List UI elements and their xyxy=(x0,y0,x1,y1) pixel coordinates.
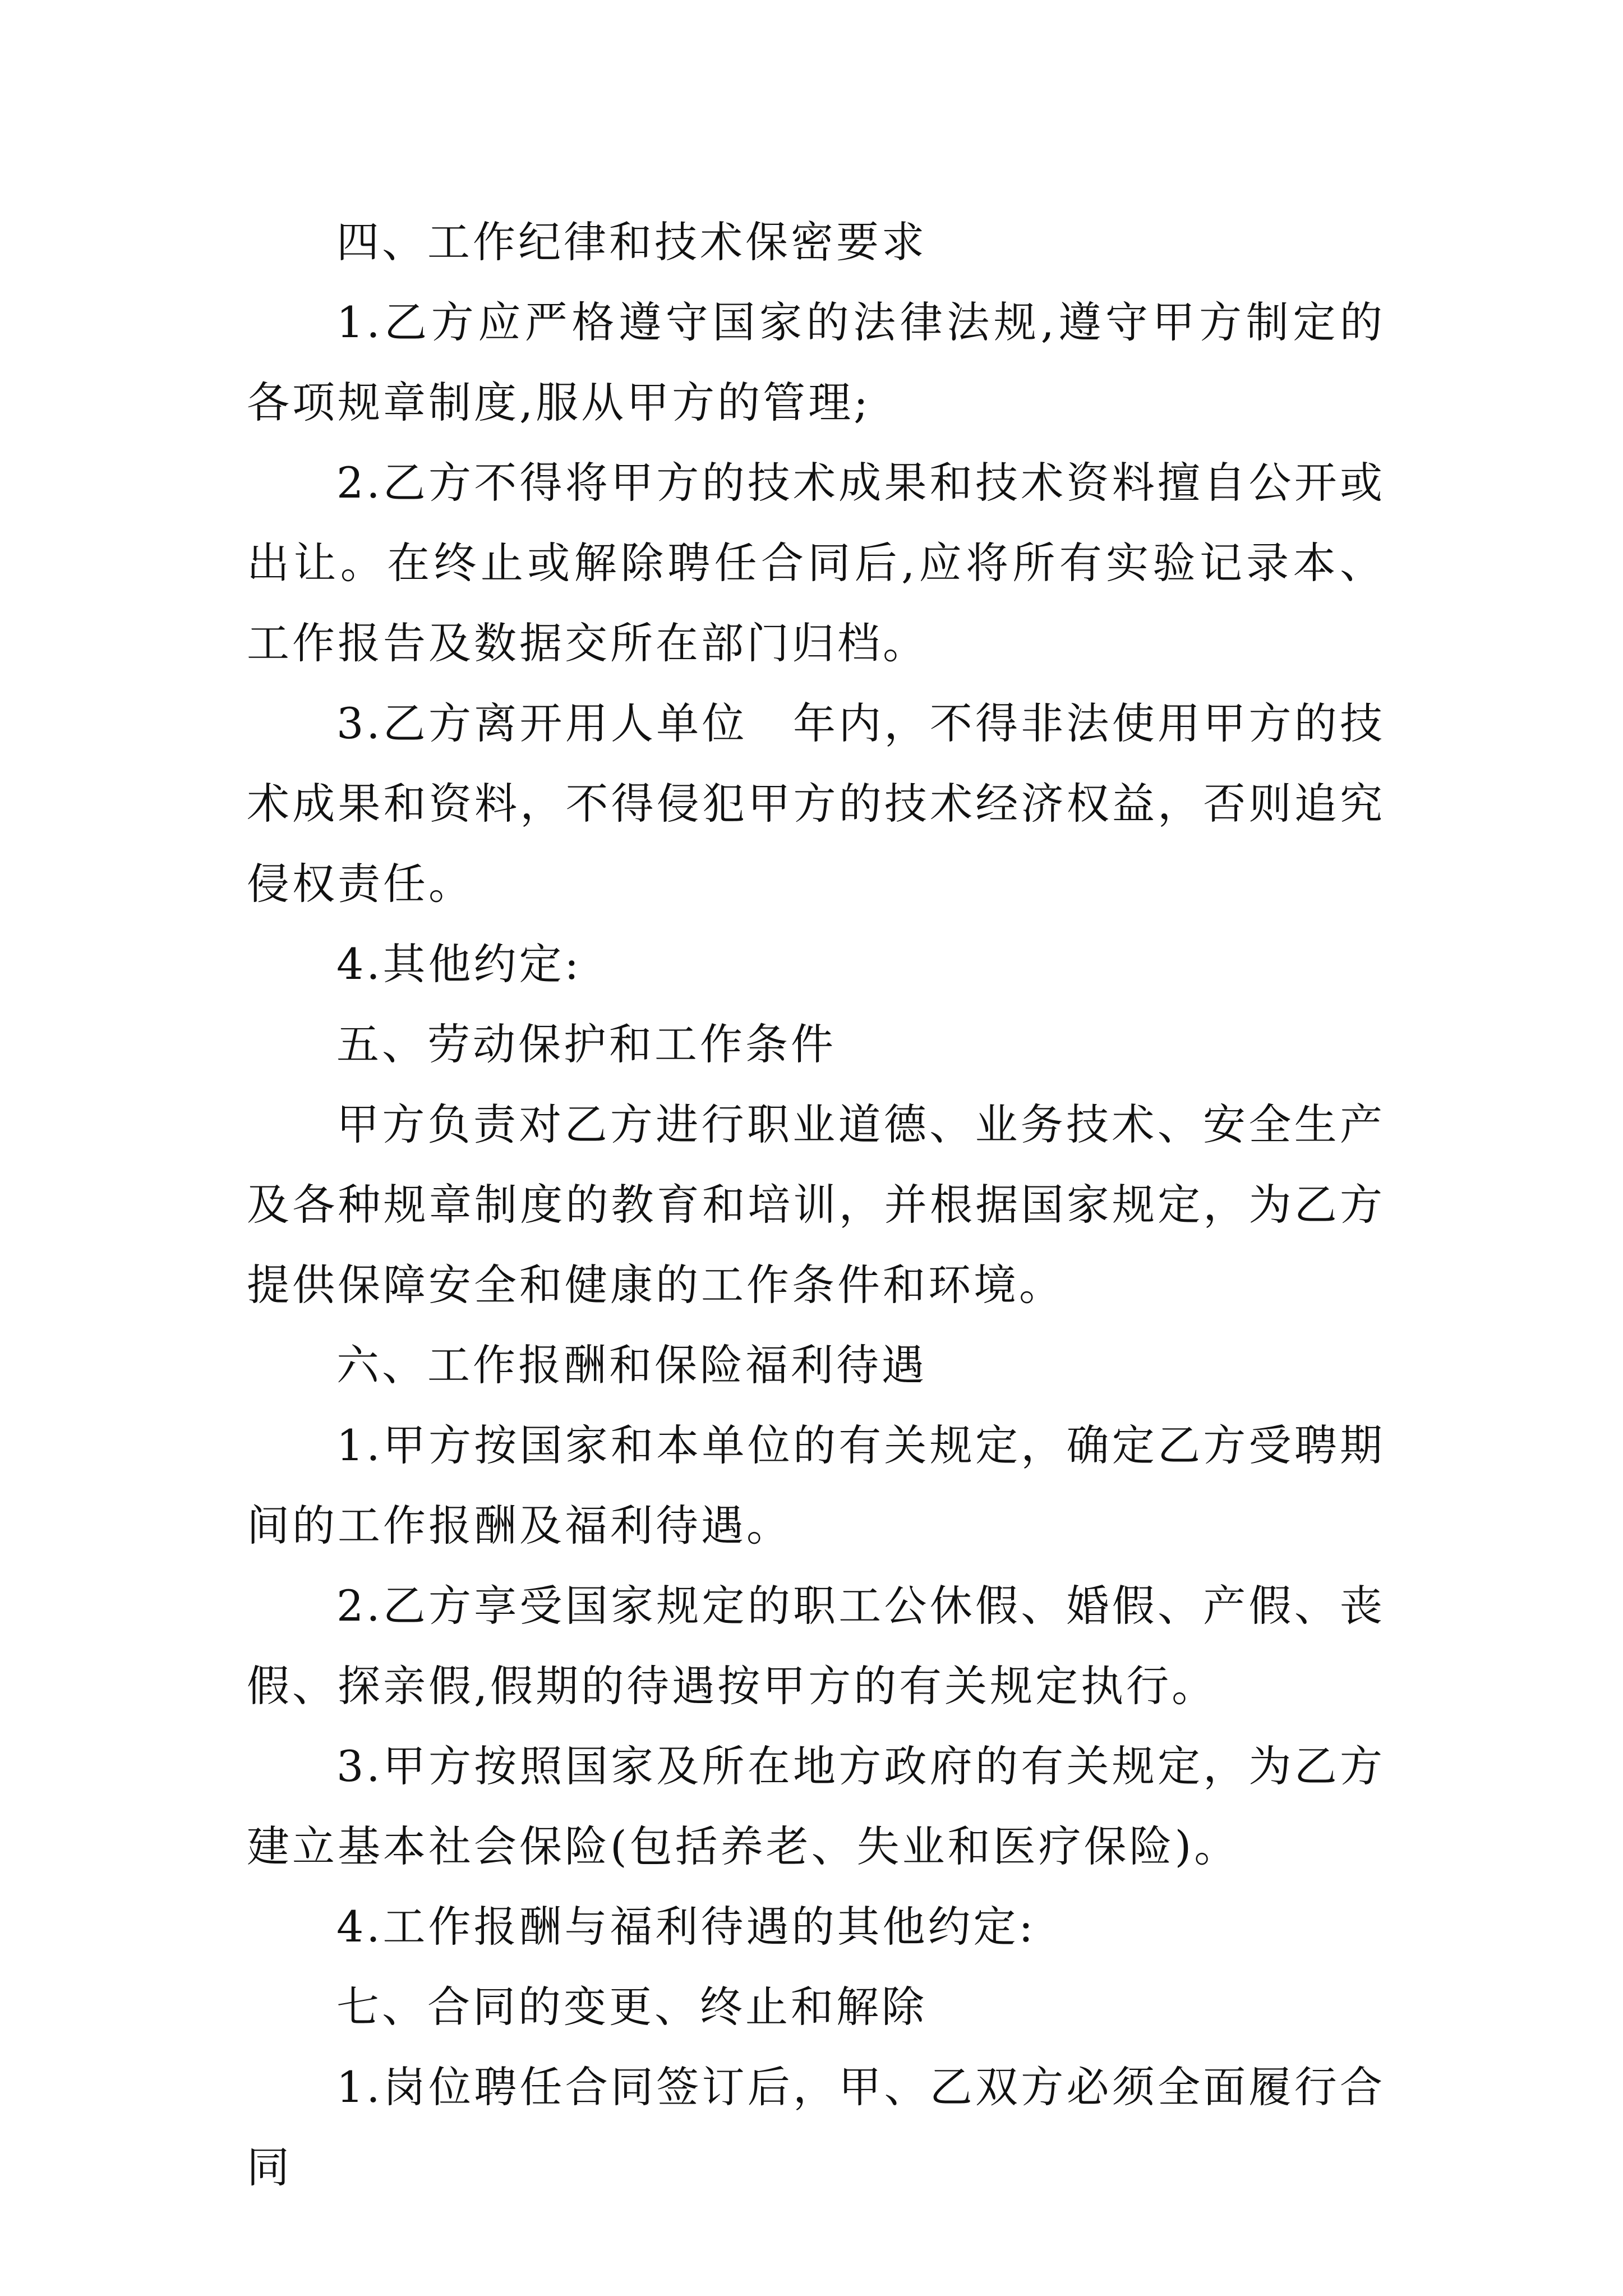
paragraph-compensation-4: 4.工作报酬与福利待遇的其他约定: xyxy=(336,1902,1036,1952)
document-page xyxy=(247,202,1385,2207)
paragraph-labor-protection: 甲方负责对乙方进行职业道德、业务技术、安全生产及各种规章制度的教育和培训，并根据国家规定，为乙方提供保障安全和健康的工作条件和环境。 xyxy=(247,1099,1385,1310)
section-heading-work-discipline: 四、工作纪律和技术保密要求 xyxy=(336,217,927,267)
section-heading-compensation: 六、工作报酬和保险福利待遇 xyxy=(336,1340,927,1390)
paragraph-item-1: 1.乙方应严格遵守国家的法律法规,遵守甲方制定的各项规章制度,服从甲方的管理; xyxy=(247,297,1385,427)
section-heading-labor-protection: 五、劳动保护和工作条件 xyxy=(336,1019,836,1069)
paragraph-contract-changes-1: 1.岗位聘任合同签订后，甲、乙双方必须全面履行合同 xyxy=(247,2062,1385,2192)
paragraph-item-4: 4.其他约定: xyxy=(336,939,582,989)
paragraph-compensation-2: 2.乙方享受国家规定的职工公休假、婚假、产假、丧假、探亲假,假期的待遇按甲方的有关规定执行。 xyxy=(247,1581,1385,1711)
paragraph-item-2: 2.乙方不得将甲方的技术成果和技术资料擅自公开或出让。在终止或解除聘任合同后,应将所有实验记录本、工作报告及数据交所在部门归档。 xyxy=(247,458,1385,668)
section-heading-contract-changes: 七、合同的变更、终止和解除 xyxy=(336,1982,927,2032)
paragraph-item-3: 3.乙方离开用人单位 年内，不得非法使用甲方的技术成果和资料，不得侵犯甲方的技术经济权益，否则追究侵权责任。 xyxy=(247,698,1385,909)
paragraph-compensation-3: 3.甲方按照国家及所在地方政府的有关规定，为乙方建立基本社会保险(包括养老、失业和医疗保险)。 xyxy=(247,1741,1385,1871)
paragraph-compensation-1: 1.甲方按国家和本单位的有关规定，确定乙方受聘期间的工作报酬及福利待遇。 xyxy=(247,1420,1385,1550)
